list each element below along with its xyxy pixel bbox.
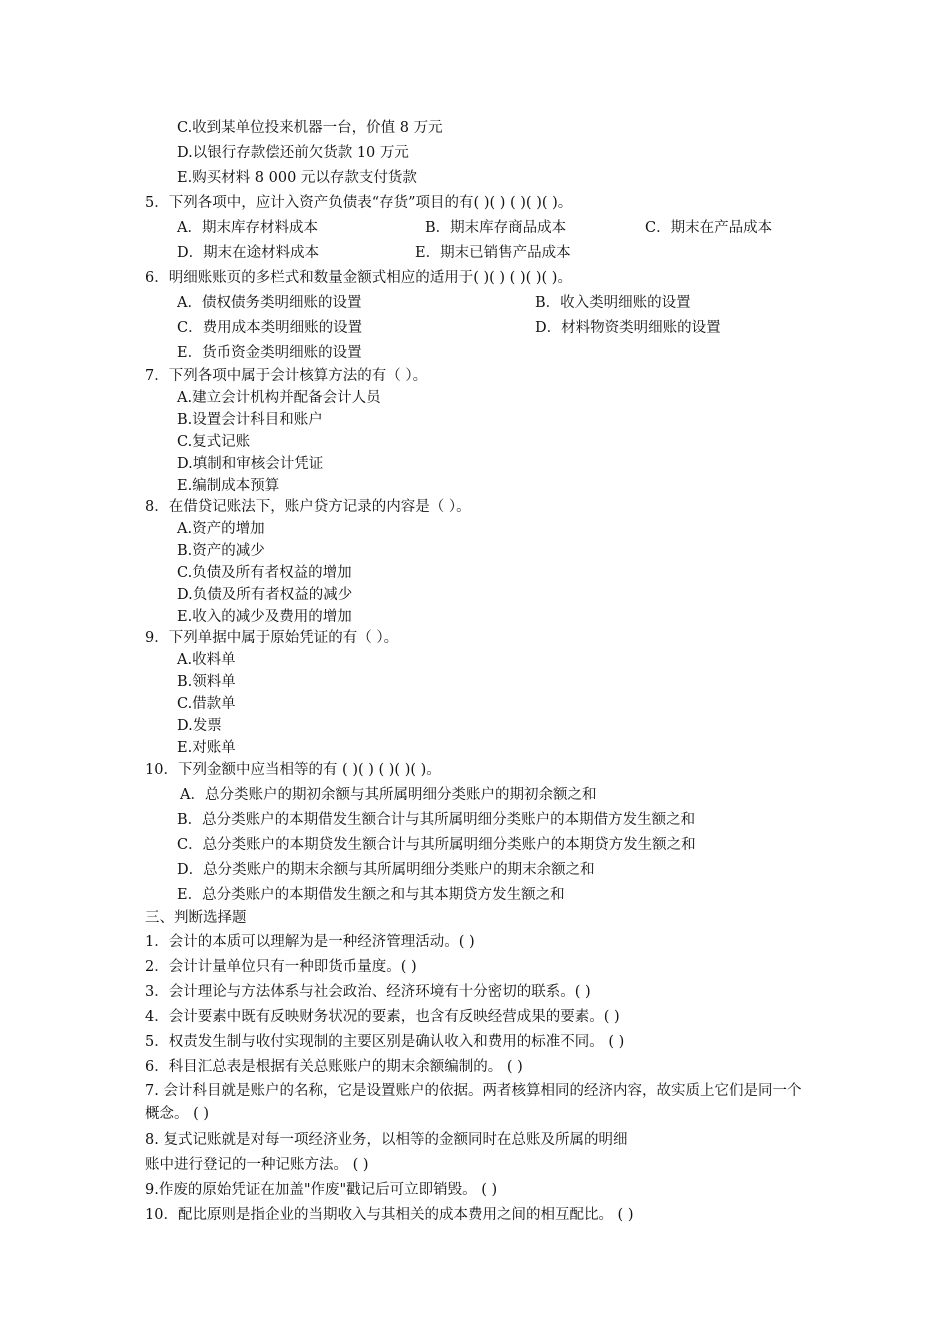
- q8-option-c: C.负债及所有者权益的增加: [177, 565, 352, 581]
- judgment-5: 5．权责发生制与收付实现制的主要区别是确认收入和费用的标准不同。 ( ): [145, 1034, 625, 1050]
- q5-option-e: E．期末已销售产品成本: [415, 245, 571, 261]
- q10-option-b: B．总分类账户的本期借发生额合计与其所属明细分类账户的本期借方发生额之和: [177, 812, 696, 828]
- judgment-10: 10．配比原则是指企业的当期收入与其相关的成本费用之间的相互配比。 ( ): [145, 1207, 634, 1223]
- q6-option-c: C．费用成本类明细账的设置: [177, 320, 363, 336]
- judgment-2: 2．会计计量单位只有一种即货币量度。( ): [145, 959, 417, 975]
- q8-option-a: A.资产的增加: [177, 521, 265, 537]
- q10-option-d: D．总分类账户的期末余额与其所属明细分类账户的期末余额之和: [177, 862, 595, 878]
- q7-option-a: A.建立会计机构并配备会计人员: [177, 390, 381, 406]
- q10-option-c: C．总分类账户的本期贷发生额合计与其所属明细分类账户的本期贷方发生额之和: [177, 837, 696, 853]
- q7-option-b: B.设置会计科目和账户: [177, 412, 323, 428]
- q9-option-c: C.借款单: [177, 696, 236, 712]
- q7-option-d: D.填制和审核会计凭证: [177, 456, 324, 472]
- section-3-title: 三、判断选择题: [145, 910, 247, 926]
- judgment-3: 3．会计理论与方法体系与社会政治、经济环境有十分密切的联系。( ): [145, 984, 591, 1000]
- q5-option-c: C．期末在产品成本: [645, 220, 773, 236]
- question-7-stem: 7．下列各项中属于会计核算方法的有（ ）。: [145, 368, 428, 384]
- judgment-7: 7. 会计科目就是账户的名称，它是设置账户的依据。两者核算相同的经济内容，故实质上它们是同一个概念。 ( ): [145, 1083, 802, 1122]
- judgment-8-line-2: 账中进行登记的一种记账方法。 ( ): [145, 1157, 369, 1173]
- q8-option-d: D.负债及所有者权益的减少: [177, 587, 353, 603]
- q5-option-b: B．期末库存商品成本: [425, 220, 567, 236]
- judgment-4: 4．会计要素中既有反映财务状况的要素，也含有反映经营成果的要素。( ): [145, 1009, 620, 1025]
- q5-option-a: A．期末库存材料成本: [177, 220, 318, 236]
- q8-option-b: B.资产的减少: [177, 543, 265, 559]
- option-e: E.购买材料 8 000 元以存款支付货款: [177, 170, 417, 186]
- question-9-stem: 9．下列单据中属于原始凭证的有（ ）。: [145, 630, 399, 646]
- q9-option-d: D.发票: [177, 718, 222, 734]
- q6-option-e: E．货币资金类明细账的设置: [177, 345, 362, 361]
- judgment-1: 1．会计的本质可以理解为是一种经济管理活动。( ): [145, 934, 475, 950]
- judgment-9: 9.作废的原始凭证在加盖"作废"戳记后可立即销毁。 ( ): [145, 1182, 498, 1198]
- judgment-8-line-1: 8. 复式记账就是对每一项经济业务，以相等的金额同时在总账及所属的明细: [145, 1132, 628, 1148]
- q9-option-e: E.对账单: [177, 740, 236, 756]
- q6-option-d: D．材料物资类明细账的设置: [535, 320, 721, 336]
- q9-option-b: B.领料单: [177, 674, 236, 690]
- q7-option-c: C.复式记账: [177, 434, 251, 450]
- q8-option-e: E.收入的减少及费用的增加: [177, 609, 352, 625]
- question-8-stem: 8．在借贷记账法下，账户贷方记录的内容是（ ）。: [145, 499, 471, 515]
- judgment-6: 6．科目汇总表是根据有关总账账户的期末余额编制的。 ( ): [145, 1059, 523, 1075]
- q6-option-b: B．收入类明细账的设置: [535, 295, 691, 311]
- question-10-stem: 10．下列金额中应当相等的有 ( )( ) ( )( )( )。: [145, 762, 441, 778]
- q6-option-a: A．债权债务类明细账的设置: [177, 295, 362, 311]
- q10-option-a: A．总分类账户的期初余额与其所属明细分类账户的期初余额之和: [180, 787, 597, 803]
- q5-option-d: D．期末在途材料成本: [177, 245, 320, 261]
- question-5-stem: 5．下列各项中，应计入资产负债表“存货”项目的有( )( ) ( )( )( )。: [145, 195, 573, 211]
- option-d: D.以银行存款偿还前欠货款 10 万元: [177, 145, 409, 161]
- q7-option-e: E.编制成本预算: [177, 478, 280, 494]
- question-6-stem: 6．明细账账页的多栏式和数量金额式相应的适用于( )( ) ( )( )( )。: [145, 270, 572, 286]
- q9-option-a: A.收料单: [177, 652, 236, 668]
- q10-option-e: E．总分类账户的本期借发生额之和与其本期贷方发生额之和: [177, 887, 565, 903]
- option-c: C.收到某单位投来机器一台，价值 8 万元: [177, 120, 443, 136]
